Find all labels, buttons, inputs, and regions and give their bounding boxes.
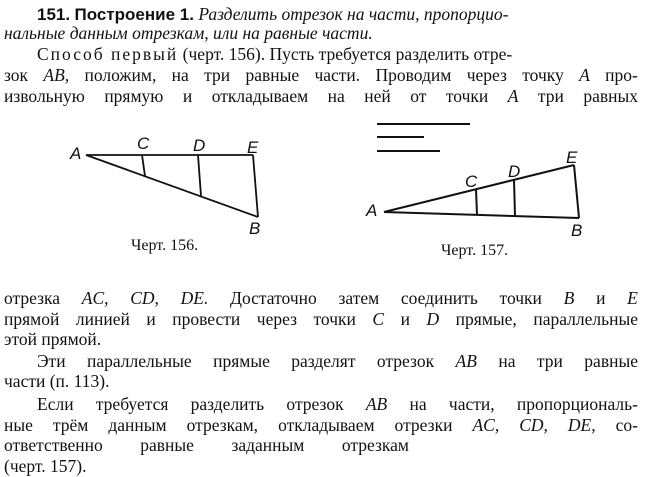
body-line-2: [4, 309, 638, 329]
word: и: [146, 309, 156, 329]
label-E: E: [566, 148, 578, 167]
parallel-D: [514, 180, 515, 216]
body-line-9: (черт. 157).: [4, 456, 87, 476]
word: про-: [605, 65, 638, 85]
method-label: Способ первый: [37, 44, 179, 64]
word: ные: [4, 415, 33, 435]
word: ответственно: [4, 435, 103, 455]
parallel-D: [198, 155, 201, 196]
word: провести: [172, 309, 241, 329]
word: линией: [75, 309, 130, 329]
word: заданным: [231, 435, 305, 455]
word: три: [536, 351, 563, 371]
construction-goal-cont: нальные данным отрезкам, или на равные части.: [4, 23, 373, 43]
word: на: [498, 351, 516, 371]
word: от: [410, 86, 427, 106]
label-E: E: [247, 138, 259, 157]
word: извольную: [4, 86, 85, 106]
word: AC,: [81, 288, 109, 308]
label-A: A: [366, 201, 378, 220]
word: Эти: [37, 351, 66, 371]
word: зок: [4, 65, 29, 85]
intro-line-2: [4, 65, 638, 85]
word: отрезкам: [341, 435, 409, 455]
word: откладываем: [278, 415, 375, 435]
word: D: [426, 309, 440, 329]
word: отрезкам,: [186, 415, 259, 435]
word: трём: [52, 415, 89, 435]
label-C: C: [137, 134, 150, 153]
word: откладываем: [211, 86, 309, 106]
word: CD,: [519, 415, 548, 435]
body-line-3: этой прямой.: [4, 329, 102, 349]
word: CD,: [130, 288, 159, 308]
construction-number: 151.: [37, 5, 71, 24]
word: C: [372, 309, 385, 329]
word: три: [537, 86, 564, 106]
word: на: [171, 65, 189, 85]
line-EB: [574, 165, 579, 218]
label-D: D: [193, 136, 206, 155]
word: части,: [448, 394, 495, 414]
word: A: [507, 86, 519, 106]
body-line-8: [4, 435, 409, 455]
word: три: [204, 65, 231, 85]
word: отрезки: [394, 415, 453, 435]
word: точки: [445, 86, 489, 106]
line-EB: [253, 155, 258, 217]
figure-156-caption: Черт. 156.: [131, 237, 199, 254]
intro-text: (черт. 156). Пусть требуется разделить отре-: [182, 44, 513, 64]
word: и: [182, 86, 193, 106]
word: прямую: [104, 86, 164, 106]
word: Если: [37, 394, 74, 414]
word: AB: [455, 351, 477, 371]
word: данным: [108, 415, 167, 435]
word: разделить: [190, 394, 265, 414]
word: части.: [314, 65, 361, 85]
intro-line-1: [37, 44, 637, 64]
word: прямые,: [455, 309, 517, 329]
label-D: D: [508, 162, 521, 181]
construction-title: Построение 1.: [74, 5, 194, 24]
parallel-C: [476, 189, 477, 215]
word: равные: [245, 65, 300, 85]
word: положим,: [84, 65, 157, 85]
word: равные: [584, 351, 638, 371]
word: на: [327, 86, 345, 106]
word: отрезок: [286, 394, 344, 414]
line-AE: [384, 165, 574, 212]
word: DE.: [180, 288, 209, 308]
construction-goal: Разделить отрезок на части, пропорцио-: [198, 4, 509, 24]
label-B: B: [571, 221, 583, 240]
word: E: [627, 288, 638, 308]
word: разделят: [291, 351, 356, 371]
word: AB: [365, 394, 388, 414]
word: B: [563, 288, 575, 308]
word: Достаточно: [230, 288, 317, 308]
body-line-7: [4, 415, 638, 435]
word: отрезок: [376, 351, 435, 371]
word: Проводим: [375, 65, 452, 85]
word: со-: [615, 415, 638, 435]
body-line-6: [37, 394, 638, 414]
word: точку: [522, 65, 564, 85]
word: точки: [499, 288, 542, 308]
word: прямые: [213, 351, 270, 371]
word: точки: [313, 309, 356, 329]
body-line-5: части (п. 113).: [4, 371, 110, 391]
segment-AB: [384, 212, 579, 218]
label-C: C: [465, 172, 478, 191]
word: AB,: [43, 65, 70, 85]
word: отрезка: [4, 288, 61, 308]
figure-156: [68, 128, 278, 243]
label-B: B: [249, 219, 261, 238]
word: требуется: [95, 394, 169, 414]
word: ней: [364, 86, 391, 106]
word: равных: [583, 86, 638, 106]
figure-157-caption: Черт. 157.: [441, 242, 509, 259]
word: на: [409, 394, 427, 414]
word: через: [256, 309, 297, 329]
body-line-4: [37, 351, 638, 371]
parallel-C: [142, 155, 145, 176]
word: равные: [140, 435, 194, 455]
heading-line: [37, 4, 637, 25]
word: DE,: [567, 415, 596, 435]
word: A: [579, 65, 590, 85]
word: AC,: [472, 415, 500, 435]
word: через: [466, 65, 507, 85]
word: параллельные: [87, 351, 192, 371]
word: и: [596, 288, 606, 308]
figure-157: [362, 116, 587, 246]
word: соединить: [400, 288, 478, 308]
label-A: A: [70, 144, 82, 163]
intro-line-3: [4, 86, 638, 106]
word: прямой: [4, 309, 60, 329]
segment-AB: [86, 155, 258, 217]
word: и: [400, 309, 410, 329]
word: параллельные: [533, 309, 638, 329]
word: пропорциональ-: [516, 394, 638, 414]
body-line-1: [4, 288, 638, 308]
word: затем: [338, 288, 380, 308]
